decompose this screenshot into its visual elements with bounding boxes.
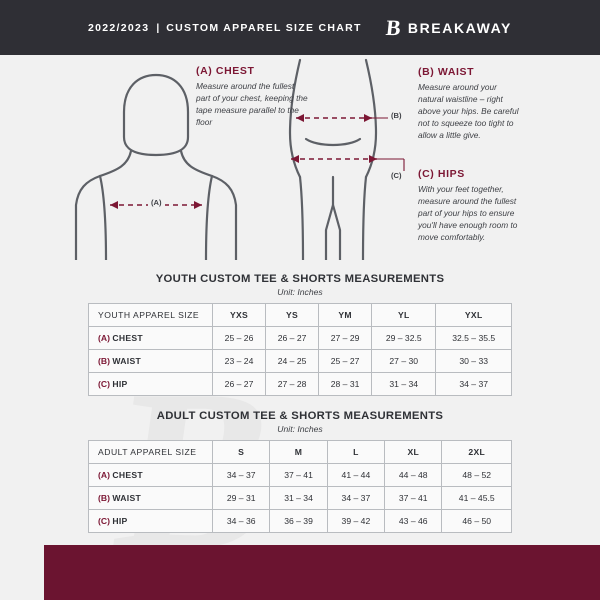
- youth-col-4: YL: [372, 304, 436, 327]
- adult-chest-s: 34 – 37: [213, 464, 270, 487]
- youth-chest-ym: 27 – 29: [319, 327, 372, 350]
- youth-chest-yxs: 25 – 26: [213, 327, 266, 350]
- page-header: [0, 0, 600, 55]
- table-row: [89, 350, 512, 373]
- youth-row-label-hip: [89, 373, 213, 396]
- adult-row-label-hip: [89, 510, 213, 533]
- adult-waist-xl: 37 – 41: [385, 487, 442, 510]
- adult-col-3: L: [327, 441, 384, 464]
- adult-waist-m: 31 – 34: [270, 487, 327, 510]
- youth-hip-yl: 31 – 34: [372, 373, 436, 396]
- note-chest: [196, 65, 308, 128]
- note-hips: [418, 168, 522, 243]
- table-row: [89, 373, 512, 396]
- adult-col-5: 2XL: [442, 441, 512, 464]
- adult-col-0: ADULT APPAREL SIZE: [89, 441, 213, 464]
- brand-name: BREAKAWAY: [407, 19, 512, 36]
- adult-hip-tag: (C): [98, 516, 110, 526]
- table-header-row: [89, 441, 512, 464]
- hips-measure-line: [291, 155, 404, 171]
- youth-col-3: YM: [319, 304, 372, 327]
- adult-hip-name: HIP: [112, 516, 128, 526]
- brand-logo: [386, 0, 512, 55]
- youth-chest-yl: 29 – 32.5: [372, 327, 436, 350]
- adult-col-1: S: [213, 441, 270, 464]
- label-a: (A): [148, 198, 165, 207]
- label-b: (B): [388, 111, 405, 120]
- youth-col-2: YS: [266, 304, 319, 327]
- youth-chest-yxl: 32.5 – 35.5: [436, 327, 512, 350]
- youth-col-0: YOUTH APPAREL SIZE: [89, 304, 213, 327]
- youth-table-title: YOUTH CUSTOM TEE & SHORTS MEASUREMENTS: [155, 273, 445, 285]
- adult-waist-tag: (B): [98, 493, 110, 503]
- adult-chest-name: CHEST: [112, 470, 143, 480]
- sheet-body: [0, 55, 600, 545]
- youth-row-label-chest: [89, 327, 213, 350]
- adult-hip-l: 39 – 42: [327, 510, 384, 533]
- youth-waist-yl: 27 – 30: [372, 350, 436, 373]
- measurement-diagram: [0, 55, 600, 260]
- youth-hip-ym: 28 – 31: [319, 373, 372, 396]
- note-waist-body: Measure around your natural waistline – right above your hips. Be careful not to squeeze too tight to allow a little give.: [418, 82, 519, 141]
- adult-size-table: [88, 440, 512, 533]
- youth-waist-yxs: 23 – 24: [213, 350, 266, 373]
- adult-col-2: M: [270, 441, 327, 464]
- note-hips-title: (C) HIPS: [418, 168, 465, 180]
- note-chest-title: (A) CHEST: [196, 65, 255, 77]
- table-row: [89, 327, 512, 350]
- adult-hip-m: 36 – 39: [270, 510, 327, 533]
- adult-chest-l: 41 – 44: [327, 464, 384, 487]
- youth-chest-tag: (A): [98, 333, 110, 343]
- adult-hip-s: 34 – 36: [213, 510, 270, 533]
- youth-hip-name: HIP: [112, 379, 128, 389]
- adult-chest-xl: 44 – 48: [385, 464, 442, 487]
- adult-row-label-waist: [89, 487, 213, 510]
- youth-chest-ys: 26 – 27: [266, 327, 319, 350]
- youth-row-label-waist: [89, 350, 213, 373]
- youth-hip-tag: (C): [98, 379, 110, 389]
- youth-hip-yxs: 26 – 27: [213, 373, 266, 396]
- youth-waist-name: WAIST: [112, 356, 142, 366]
- youth-hip-ys: 27 – 28: [266, 373, 319, 396]
- youth-waist-ym: 25 – 27: [319, 350, 372, 373]
- adult-waist-name: WAIST: [112, 493, 142, 503]
- note-waist: [418, 66, 522, 141]
- adult-table-block: [88, 410, 512, 533]
- table-row: [89, 510, 512, 533]
- table-header-row: [89, 304, 512, 327]
- adult-hip-xl: 43 – 46: [385, 510, 442, 533]
- note-hips-body: With your feet together, measure around the fullest part of your hips to ensure you'll have enough room to move comfortably.: [418, 184, 518, 243]
- adult-waist-2xl: 41 – 45.5: [442, 487, 512, 510]
- youth-waist-tag: (B): [98, 356, 110, 366]
- adult-hip-2xl: 46 – 50: [442, 510, 512, 533]
- adult-waist-l: 34 – 37: [327, 487, 384, 510]
- youth-size-table: [88, 303, 512, 396]
- adult-waist-s: 29 – 31: [213, 487, 270, 510]
- page-title: CUSTOM APPAREL SIZE CHART: [166, 21, 362, 34]
- adult-row-label-chest: [89, 464, 213, 487]
- footer-bar: [0, 545, 600, 600]
- youth-table-block: [88, 273, 512, 396]
- adult-table-title: ADULT CUSTOM TEE & SHORTS MEASUREMENTS: [156, 410, 444, 422]
- header-separator: |: [156, 21, 160, 34]
- adult-chest-m: 37 – 41: [270, 464, 327, 487]
- adult-chest-tag: (A): [98, 470, 110, 480]
- brand-mark-icon: B: [384, 14, 402, 40]
- youth-col-5: YXL: [436, 304, 512, 327]
- footer-left-notch: [0, 545, 44, 600]
- youth-col-1: YXS: [213, 304, 266, 327]
- label-c: (C): [388, 171, 405, 180]
- note-chest-body: Measure around the fullest part of your chest, keeping the tape measure parallel to the floor: [196, 81, 308, 128]
- adult-col-4: XL: [385, 441, 442, 464]
- youth-table-unit: Unit: Inches: [277, 287, 323, 297]
- note-waist-title: (B) WAIST: [418, 66, 475, 78]
- youth-hip-yxl: 34 – 37: [436, 373, 512, 396]
- adult-table-unit: Unit: Inches: [277, 424, 323, 434]
- youth-chest-name: CHEST: [112, 333, 143, 343]
- table-row: [89, 487, 512, 510]
- header-season: 2022/2023: [88, 21, 150, 34]
- table-row: [89, 464, 512, 487]
- youth-waist-yxl: 30 – 33: [436, 350, 512, 373]
- adult-chest-2xl: 48 – 52: [442, 464, 512, 487]
- youth-waist-ys: 24 – 25: [266, 350, 319, 373]
